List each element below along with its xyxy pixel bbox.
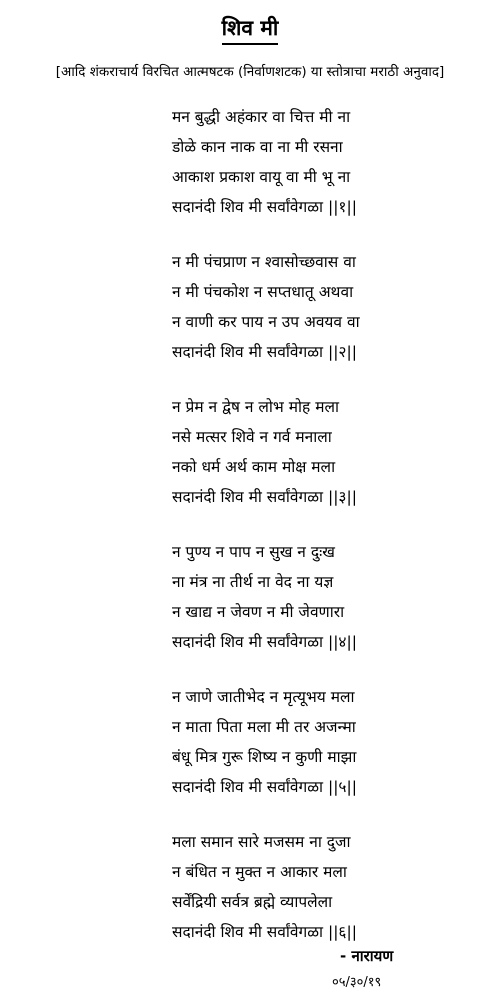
stanza-line: न माता पिता मला मी तर अजन्मा (172, 718, 356, 736)
stanza-line: डोळे कान नाक वा ना मी रसना (172, 138, 343, 156)
poem-title-text: शिव मी (222, 14, 279, 45)
stanza-line: न प्रेम न द्वेष न लोभ मोह मला (172, 398, 339, 416)
stanza-refrain: सदानंदी शिव मी सर्वांवेगळा ||६|| (172, 923, 357, 941)
stanza-4 (172, 537, 492, 657)
stanza-line: बंधू मित्र गुरू शिष्य न कुणी माझा (172, 748, 357, 766)
stanza-5 (172, 682, 492, 802)
stanza-line: न वाणी कर पाय न उप अवयव वा (172, 313, 360, 331)
stanza-line: मला समान सारे मजसम ना दुजा (172, 833, 351, 851)
stanza-6 (172, 827, 492, 947)
stanza-refrain: सदानंदी शिव मी सर्वांवेगळा ||१|| (172, 198, 357, 216)
stanza-line: सर्वेंद्रियी सर्वत्र ब्रह्मे व्यापलेला (172, 893, 333, 911)
stanza-line: न जाणे जातीभेद न मृत्यूभय मला (172, 688, 355, 706)
stanza-refrain: सदानंदी शिव मी सर्वांवेगळा ||५|| (172, 778, 357, 796)
stanza-refrain: सदानंदी शिव मी सर्वांवेगळा ||२|| (172, 343, 357, 361)
stanza-2 (172, 247, 492, 367)
stanza-line: ना मंत्र ना तीर्थ ना वेद ना यज्ञ (172, 573, 334, 591)
stanza-line: न मी पंचकोश न सप्तधातू अथवा (172, 283, 354, 301)
stanza-line: न मी पंचप्राण न श्वासोच्छवास वा (172, 253, 356, 271)
stanza-line: नसे मत्सर शिवे न गर्व मनाला (172, 428, 332, 446)
stanza-refrain: सदानंदी शिव मी सर्वांवेगळा ||४|| (172, 633, 357, 651)
poem-title (0, 14, 500, 45)
author-signature: - नारायण (340, 947, 394, 965)
stanza-line: न बंधित न मुक्त न आकार मला (172, 863, 347, 881)
stanza-refrain: सदानंदी शिव मी सर्वांवेगळा ||३|| (172, 488, 357, 506)
stanza-3 (172, 392, 492, 512)
poem-subtitle: [आदि शंकराचार्य विरचित आत्मषटक (निर्वाणशटक) या स्तोत्राचा मराठी अनुवाद] (55, 64, 445, 80)
stanza-line: मन बुद्धी अहंकार वा चित्त मी ना (172, 108, 351, 126)
poem-body (172, 102, 492, 972)
date-stamp: ०५/३०/१९ (332, 975, 382, 990)
stanza-line: न पुण्य न पाप न सुख न दुःख (172, 543, 335, 561)
stanza-line: आकाश प्रकाश वायू वा मी भू ना (172, 168, 351, 186)
stanza-line: नको धर्म अर्थ काम मोक्ष मला (172, 458, 336, 476)
stanza-1 (172, 102, 492, 222)
stanza-line: न खाद्य न जेवण न मी जेवणारा (172, 603, 345, 621)
